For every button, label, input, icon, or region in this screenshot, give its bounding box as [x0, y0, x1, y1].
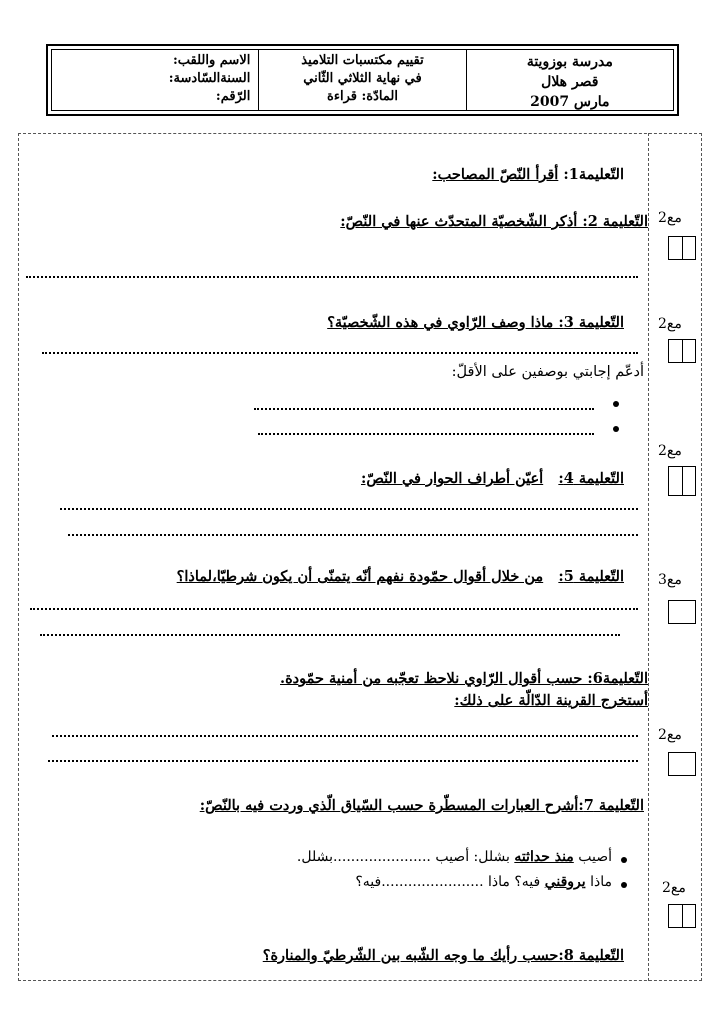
answer-line[interactable]	[254, 408, 594, 410]
question-3: التّعليمة 3: ماذا وصف الرّاوي في هذه الشّخصيّة؟	[327, 314, 624, 331]
question-1-label: التّعليمة1:	[563, 166, 624, 183]
question-7	[200, 797, 644, 814]
student-class-label: السنةالسّادسة:	[168, 71, 251, 86]
expression-2-prefix: ماذا	[590, 874, 612, 890]
school-name: مدرسة بوزويتة	[526, 54, 613, 70]
answer-line[interactable]	[258, 433, 594, 435]
school-town: قصر هلال	[541, 74, 599, 90]
criterion-label: مع2	[658, 316, 682, 332]
answer-line[interactable]	[52, 735, 638, 737]
criterion-label: مع2	[658, 727, 682, 743]
question-6-subquestion: أستخرج القرينة الدّالّة على ذلك:	[454, 692, 648, 709]
expression-2-answer[interactable]: فيه؟ ماذا .......................فيه؟	[355, 874, 541, 890]
score-box[interactable]	[668, 752, 696, 776]
question-4	[361, 470, 624, 487]
student-name-label: الاسم واللقب:	[172, 53, 251, 68]
expression-1	[297, 849, 612, 865]
expression-2-highlight: يروقني	[544, 874, 586, 890]
answer-line[interactable]	[68, 534, 638, 536]
expression-2	[355, 874, 612, 890]
evaluation-term: في نهاية الثلاثي الثّاني	[303, 71, 422, 86]
answer-line[interactable]	[48, 760, 638, 762]
question-7-text: أشرح العبارات المسطّرة حسب السّياق الّذي وردت فيه بالنّصّ:	[199, 797, 579, 814]
bullet	[621, 882, 627, 888]
exam-date: مارس 2007	[530, 94, 610, 110]
score-box[interactable]	[668, 466, 696, 496]
question-3-instruction: أدعّم إجابتي بوصفين على الأقلّ:	[451, 364, 644, 380]
header-table	[46, 44, 679, 116]
evaluation-info	[258, 50, 465, 110]
answer-line[interactable]	[26, 276, 638, 278]
bullet	[613, 401, 619, 407]
criteria-column	[648, 133, 702, 981]
score-box[interactable]	[668, 904, 696, 928]
bullet	[621, 857, 627, 863]
answer-line[interactable]	[30, 608, 638, 610]
expression-1-prefix: أصيب	[578, 849, 612, 865]
question-1-text: أقرأ النّصّ المصاحب:	[432, 166, 559, 183]
expression-1-answer[interactable]: بشلل: أصيب ......................بشلل.	[296, 849, 510, 865]
score-box[interactable]	[668, 339, 696, 363]
student-number-label: الرّقم:	[215, 89, 251, 104]
score-box[interactable]	[668, 600, 696, 624]
evaluation-subject: المادّة: قراءة	[327, 89, 398, 104]
answer-line[interactable]	[40, 634, 620, 636]
question-2: التّعليمة 2: أذكر الشّخصيّة المتحدّث عنها في النّصّ:	[340, 213, 648, 230]
criterion-label: مع2	[658, 210, 682, 226]
question-6: التّعليمة6: حسب أقوال الرّاوي نلاحظ تعجّبه من أمنية حمّودة.	[280, 670, 648, 687]
criterion-label: مع2	[662, 880, 686, 896]
question-7-label: التّعليمة 7:	[578, 797, 644, 814]
question-4-label: التّعليمة 4:	[558, 470, 624, 487]
question-8: التّعليمة 8:حسب رأيك ما وجه الشّبه بين الشّرطيّ والمنارة؟	[262, 947, 624, 964]
score-box[interactable]	[668, 236, 696, 260]
question-5-text: من خلال أقوال حمّودة نفهم أنّه يتمنّى أن يكون شرطيّا،لماذا؟	[176, 568, 544, 585]
question-1	[432, 166, 624, 183]
criterion-label: مع3	[658, 572, 682, 588]
question-5-label: التّعليمة 5:	[558, 568, 624, 585]
expression-1-highlight: منذ حداثته	[514, 849, 574, 865]
school-info	[466, 50, 673, 110]
question-4-text: أعيّن أطراف الحوار في النّصّ:	[360, 470, 544, 487]
answer-line[interactable]	[60, 508, 638, 510]
criterion-label: مع2	[658, 443, 682, 459]
student-info	[52, 50, 258, 110]
answer-line[interactable]	[42, 352, 638, 354]
bullet	[613, 426, 619, 432]
question-5	[177, 568, 624, 585]
evaluation-title: تقييم مكتسبات التلاميذ	[301, 53, 424, 68]
